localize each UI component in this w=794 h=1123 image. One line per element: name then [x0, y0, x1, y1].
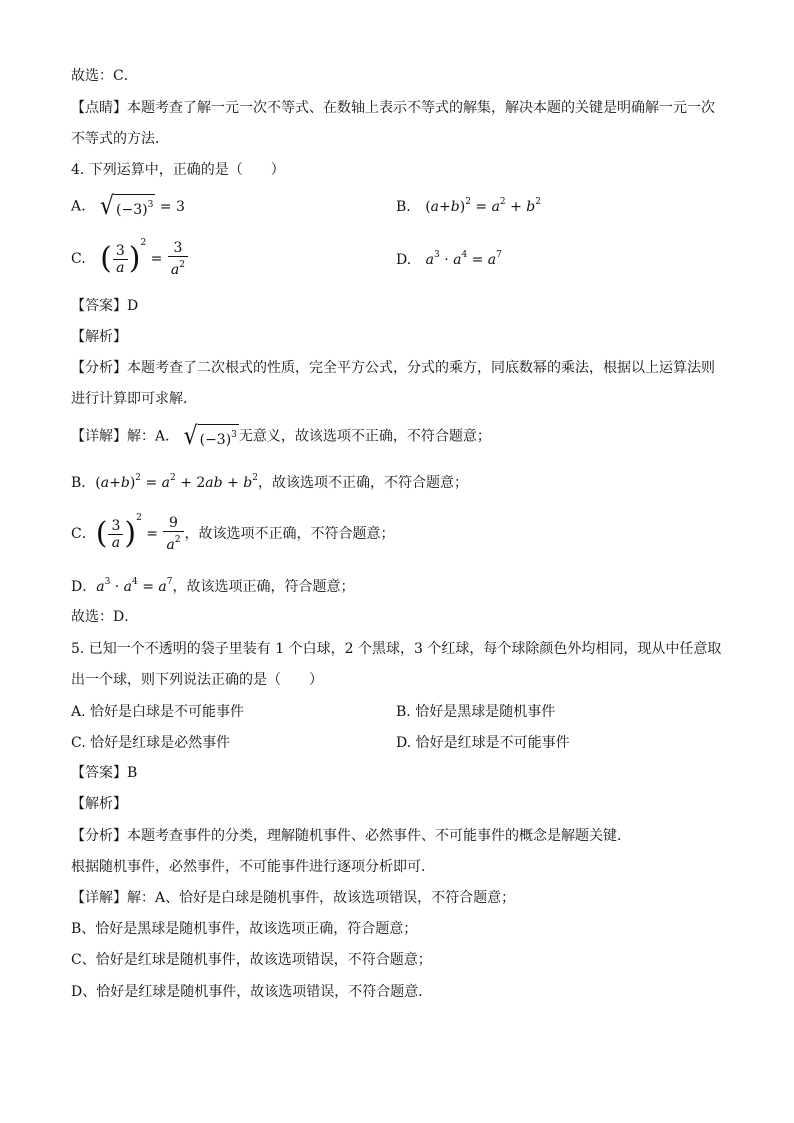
q4-xj-c-prefix: C． — [71, 526, 96, 542]
q4-option-a — [71, 194, 185, 219]
q5-xiangjie-d: D、恰好是红球是随机事件，故该选项错误，不符合题意． — [71, 984, 433, 1000]
q5-xiangjie-b: B、恰好是黑球是随机事件，故该选项正确，符合题意； — [71, 921, 418, 937]
q5-stem-cont: 出一个球，则下列说法正确的是（ ） — [71, 672, 323, 688]
q5-xiangjie-tag: 【详解】 — [71, 890, 127, 906]
q5-fenxi-tag: 【分析】 — [71, 828, 127, 844]
q5-xiangjie-c: C、恰好是红球是随机事件，故该选项错误，不符合题意； — [71, 952, 432, 968]
q4-xj-a-prefix: 解：A． — [127, 428, 180, 445]
q5-answer-tag: 【答案】 — [71, 765, 127, 781]
q4-xj-d-suffix: ，故该选项正确，符合题意； — [172, 579, 355, 595]
q5-fenxi — [71, 826, 631, 846]
dianjing-line — [71, 98, 715, 118]
q4-conclusion: 故选：D． — [71, 609, 139, 625]
q4-xj-a-suffix: 无意义，故该选项不正确，不符合题意； — [238, 428, 491, 445]
q4-option-b-label: B. — [396, 199, 411, 215]
q4-fenxi-tag: 【分析】 — [71, 360, 127, 376]
q4-option-d-formula: $a^3 \cdot a^4 = a^7$ — [425, 250, 502, 268]
q4-option-b-formula: $(a+b)^2 = a^2 + b^2$ — [425, 197, 541, 215]
q4-xiangjie-b — [71, 468, 468, 493]
q5-option-d: D. 恰好是红球是不可能事件 — [396, 735, 570, 751]
q4-option-b — [396, 197, 541, 215]
q4-xiangjie-a — [71, 421, 491, 451]
q4-option-c-formula: ( $\frac{3}{a}$ )$^2$ = $\frac{3}{a^2}$ — [100, 251, 189, 267]
q4-xiangjie-tag: 【详解】 — [71, 428, 127, 445]
q4-answer-value: D — [127, 298, 139, 314]
q5-analysis-tag: 【解析】 — [71, 796, 127, 812]
conclusion-prev: 故选：C． — [71, 68, 138, 84]
q4-xj-c-formula: ( $\frac{3}{a}$ )$^2$ = $\frac{9}{a^2}$ — [96, 526, 185, 542]
q4-xj-a-formula: √ $(-3)^3$ — [183, 421, 237, 451]
dianjing-text: 本题考查了解一元一次不等式、在数轴上表示不等式的解集，解决本题的关键是明确解一元一次 — [127, 100, 715, 116]
q5-answer — [71, 763, 137, 783]
q4-xj-d-prefix: D． — [71, 579, 97, 595]
q4-analysis-tag: 【解析】 — [71, 329, 127, 345]
q4-xj-d-formula: $a^3 \cdot a^4 = a^7$ — [96, 577, 173, 595]
q4-answer-tag: 【答案】 — [71, 298, 127, 314]
q5-option-a: A. 恰好是白球是不可能事件 — [71, 704, 245, 720]
q4-xj-c-suffix: ，故该选项不正确，不符合题意； — [184, 526, 395, 542]
q4-answer — [71, 296, 138, 316]
q5-stem: 5. 已知一个不透明的袋子里装有 1 个白球，2 个黑球，3 个红球，每个球除颜色外均相同，现从中任意取 — [71, 641, 722, 657]
q4-stem: 4. 下列运算中，正确的是（ ） — [71, 162, 285, 178]
q5-xiangjie-a — [71, 888, 515, 908]
dianjing-tag: 【点睛】 — [71, 100, 127, 116]
q4-option-d — [396, 250, 502, 268]
q5-option-b: B. 恰好是黑球是随机事件 — [396, 704, 556, 720]
q4-option-a-label: A. — [71, 198, 86, 215]
q4-xiangjie-c — [71, 508, 395, 553]
q4-option-c-label: C. — [71, 251, 86, 267]
q4-option-d-label: D. — [396, 252, 412, 268]
q4-option-c — [71, 238, 189, 278]
q4-xj-b-suffix: ，故该选项不正确，不符合题意； — [257, 475, 468, 491]
q4-fenxi-text: 本题考查了二次根式的性质，完全平方公式，分式的乘方，同底数幂的乘法，根据以上运算法则 — [127, 360, 715, 376]
q5-option-c: C. 恰好是红球是必然事件 — [71, 735, 231, 751]
q4-fenxi-cont: 进行计算即可求解． — [71, 391, 197, 407]
q5-answer-value: B — [127, 765, 138, 781]
q4-xj-b-formula: $(a+b)^2 = a^2 + 2ab + b^2$ — [95, 473, 258, 491]
q4-xj-b-prefix: B． — [71, 475, 96, 491]
q5-fenxi-text: 本题考查事件的分类，理解随机事件、必然事件、不可能事件的概念是解题关键． — [127, 828, 631, 844]
q5-fenxi-cont: 根据随机事件，必然事件，不可能事件进行逐项分析即可． — [71, 859, 435, 875]
dianjing-text-cont: 不等式的方法． — [71, 131, 169, 147]
q5-xj-a-text: 解：A、恰好是白球是随机事件，故该选项错误，不符合题意； — [127, 890, 516, 906]
q4-fenxi — [71, 358, 715, 378]
q4-xiangjie-d — [71, 572, 354, 597]
q4-option-a-formula: √ $(-3)^3 = 3$ — [100, 192, 185, 221]
